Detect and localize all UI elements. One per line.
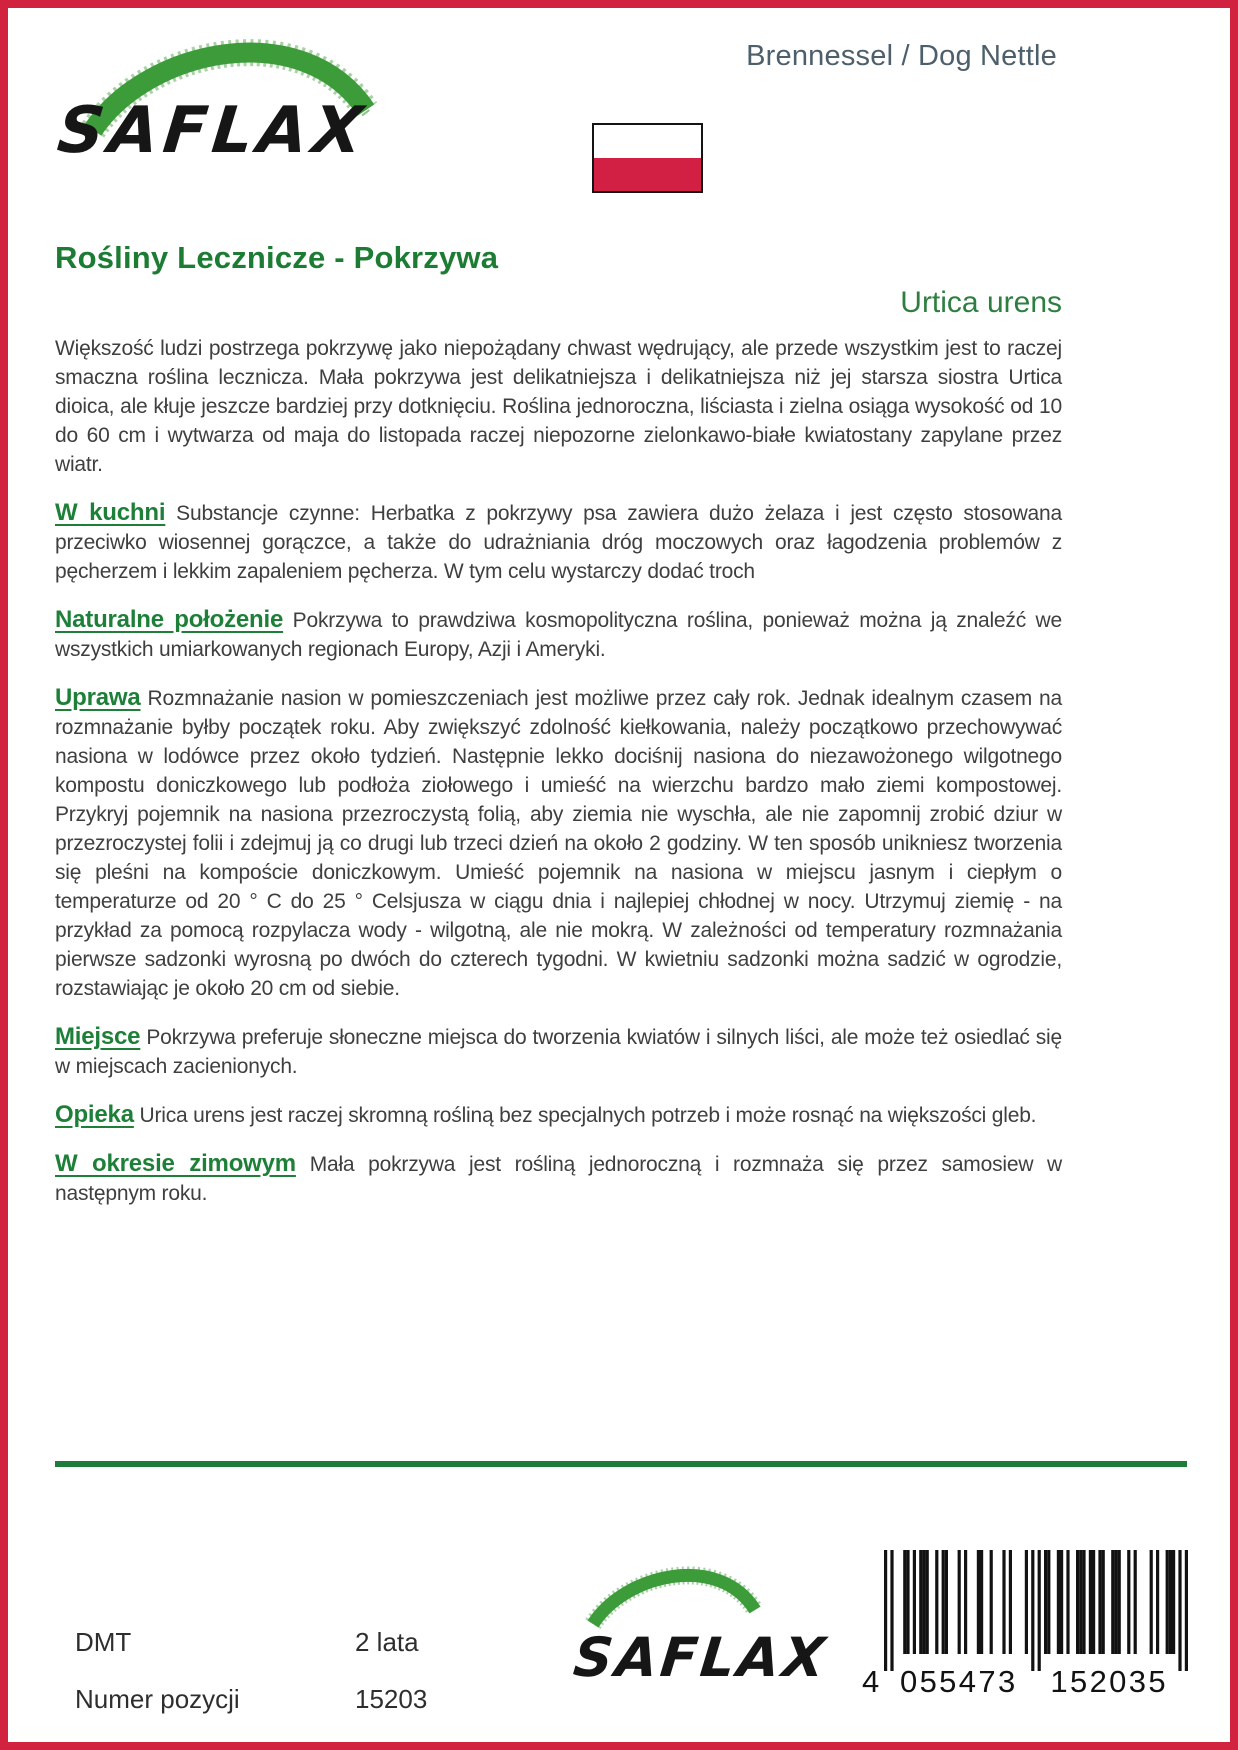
svg-text:152035: 152035 [1050,1664,1166,1699]
intro-paragraph: Większość ludzi postrzega pokrzywę jako niepożądany chwast wędrujący, ale przede wszystkim jest to raczej smaczna roślina lecznicza. Mała pokrzywa jest delikatniejsza i delikatniejsza niż jej starsza siostra Urtica dioica, ale kłuje jeszcze bardziej przy dotknięciu. Roślina jednoroczna, liściasta i zielna osiąga wysokość od 10 do 60 cm i wytwarza od maja do listopada raczej niepozorne zielonkawo-białe kwiatostany zapylane przez wiatr. [55,337,1062,476]
section-heading: Naturalne położenie [55,606,284,633]
barcode-icon [862,1550,1190,1700]
section-opieka [55,1100,1062,1130]
section-w-kuchni [55,498,1062,586]
section-text: Substancje czynne: Herbatka z pokrzywy psa zawiera dużo żelaza i jest często stosowana przeciwko wiosennej gorączce, a także do udrażniania dróg moczowych oraz łagodzenia problemów z pęcherzem i lekkim zapaleniem pęcherza. W tym celu wystarczy dodać troch [55,502,1062,583]
ean-barcode [862,1550,1190,1705]
section-text: Pokrzywa preferuje słoneczne miejsca do tworzenia kwiatów i silnych liści, ale może też osiedlać się w miejscach zacienionych. [55,1026,1062,1078]
footer-label-numer-pozycji: Numer pozycji [75,1684,240,1714]
section-heading: Miejsce [55,1023,141,1050]
section-heading: Uprawa [55,684,141,711]
species-name: Urtica urens [900,286,1062,319]
flag-red-stripe [594,158,701,191]
section-w-okresie-zimowym [55,1149,1062,1208]
section-heading: Opieka [55,1101,134,1128]
section-miejsce [55,1022,1062,1081]
svg-text:4: 4 [862,1664,880,1699]
footer-brand-wordmark: SAFLAX [570,1626,831,1689]
section-uprawa [55,683,1062,1003]
flag-white-stripe [594,125,701,158]
footer-value-numer-pozycji: 15203 [355,1684,428,1714]
section-text: Mała pokrzywa jest rośliną jednoroczną i rozmnaża się przez samosiew w następnym roku. [55,1153,1063,1205]
footer-value-dmt: 2 lata [355,1627,419,1657]
section-heading: W kuchni [55,499,166,526]
section-text: Pokrzywa to prawdziwa kosmopolityczna roślina, ponieważ można ją znaleźć we wszystkich umiarkowanych regionach Europy, Azji i Ameryki. [55,609,1062,661]
main-content [55,240,1062,1227]
poland-flag [592,123,703,193]
header-subtitle: Brennessel / Dog Nettle [746,40,1057,72]
footer-label-dmt: DMT [75,1627,132,1657]
section-text: Rozmnażanie nasion w pomieszczeniach jest możliwe przez cały rok. Jednak idealnym czasem na rozmnażanie byłby początek roku. Aby zwiększyć zdolność kiełkowania, należy początkowo przechowywać nasiona w lodówce przez około tydzień. Następnie lekko dociśnij nasiona do niezawożonego wilgotnego kompostu doniczkowego lub podłoża ziołowego i umieść na wierzchu bardzo mało ziemi kompostowej. Przykryj pojemnik na nasiona przezroczystą folią, aby ziemia nie wyschła, ale nie zapomnij zrobić dziur w przezroczystej folii i zdejmuj ją co drugi lub trzeci dzień na około 2 godziny. W ten sposób unikniesz tworzenia się pleśni na kompoście doniczkowym. Umieść pojemnik na nasiona w miejscu jasnym i ciepłym o temperaturze od 20 ° C do 25 ° Celsjusza w ciągu dnia i najlepiej chłodnej w nocy. Utrzymuj ziemię - na przykład za pomocą rozpylacza wody - wilgotną, ale nie mokrą. W zależności od temperatury rozmnażania pierwsze sadzonki wyrosną po dwóch do czterech tygodni. W kwietniu sadzonki można sadzić w ogrodzie, rozstawiając je około 20 cm od siebie. [55,687,1062,1000]
section-heading: W okresie zimowym [55,1150,296,1177]
page-title: Rośliny Lecznicze - Pokrzywa [55,240,499,275]
brand-wordmark: SAFLAX [54,94,371,168]
section-naturalne-polozenie [55,605,1062,664]
svg-text:055473: 055473 [900,1664,1016,1699]
section-text: Urica urens jest raczej skromną rośliną bez specjalnych potrzeb i może rosnąć na większości gleb. [139,1104,1037,1127]
footer-divider [55,1461,1187,1467]
